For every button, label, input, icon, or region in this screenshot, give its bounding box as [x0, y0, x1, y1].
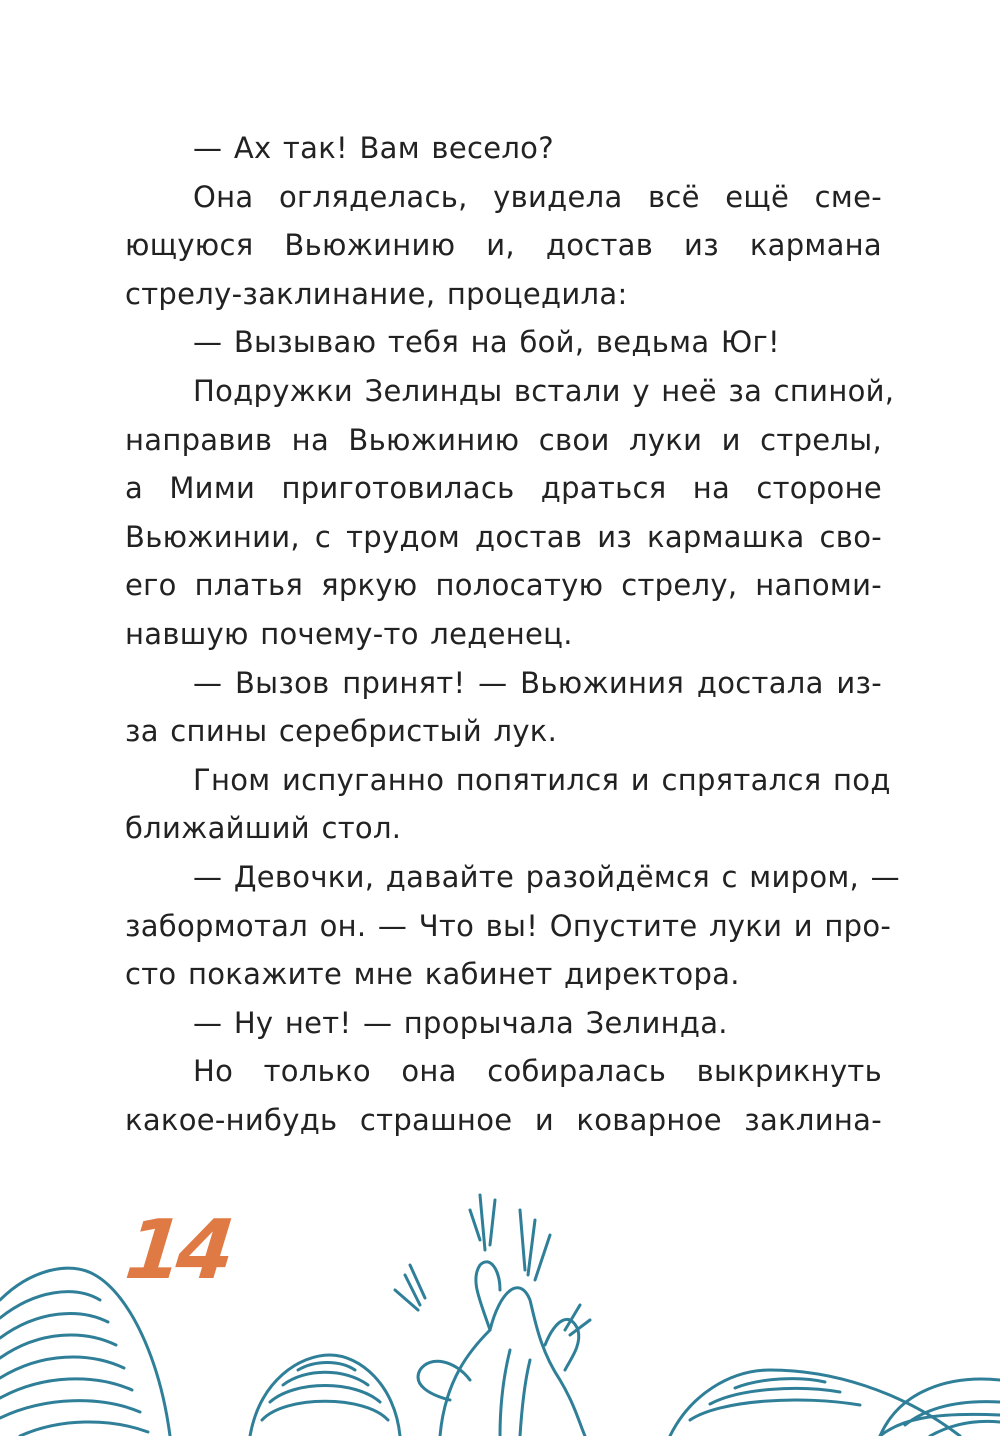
text-line: его платья яркую полосатую стрелу, напоми- [125, 568, 882, 603]
text-line: Но только она собиралась выкрикнуть [193, 1054, 882, 1089]
text-line: за спины серебристый лук. [125, 714, 558, 749]
decorative-illustration [0, 1180, 1000, 1436]
text-line: какое-нибудь страшное и коварное заклина- [125, 1102, 882, 1137]
text-line: забормотал он. — Что вы! Опустите луки и про- [125, 908, 892, 943]
shell-icon [0, 1268, 170, 1436]
text-line: — Девочки, давайте разойдёмся с миром, — [193, 859, 900, 894]
text-line: — Ах так! Вам весело? [193, 131, 554, 165]
text-line: — Вызов принят! — Вьюжиния достала из- [193, 665, 882, 700]
text-line: Гном испуганно попятился и спрятался под [193, 762, 891, 797]
text-line: Вьюжинии, с трудом достав из кармашка сво- [125, 519, 882, 554]
text-line: сто покажите мне кабинет директора. [125, 957, 740, 992]
shell-icon [250, 1355, 400, 1436]
text-line: — Вызываю тебя на бой, ведьма Юг! [193, 325, 780, 360]
shell-icon [880, 1379, 1000, 1436]
text-line: стрелу-заклинание, процедила: [125, 276, 628, 311]
text-line: навшую почему-то леденец. [125, 616, 573, 651]
cactus-icon [395, 1195, 590, 1436]
story-text [125, 124, 900, 1144]
page-number: 14 [121, 1203, 234, 1298]
text-line: Подружки Зелинды встали у неё за спиной, [193, 373, 895, 408]
text-line: а Мими приготовилась драться на стороне [125, 471, 882, 506]
text-line: — Ну нет! — прорычала Зелинда. [193, 1005, 728, 1040]
text-line: ющуюся Вьюжинию и, достав из кармана [125, 228, 882, 263]
text-line: направив на Вьюжинию свои луки и стрелы, [125, 422, 882, 457]
text-line: ближайший стол. [125, 811, 402, 846]
text-line: Она огляделась, увидела всё ещё сме- [193, 179, 882, 214]
